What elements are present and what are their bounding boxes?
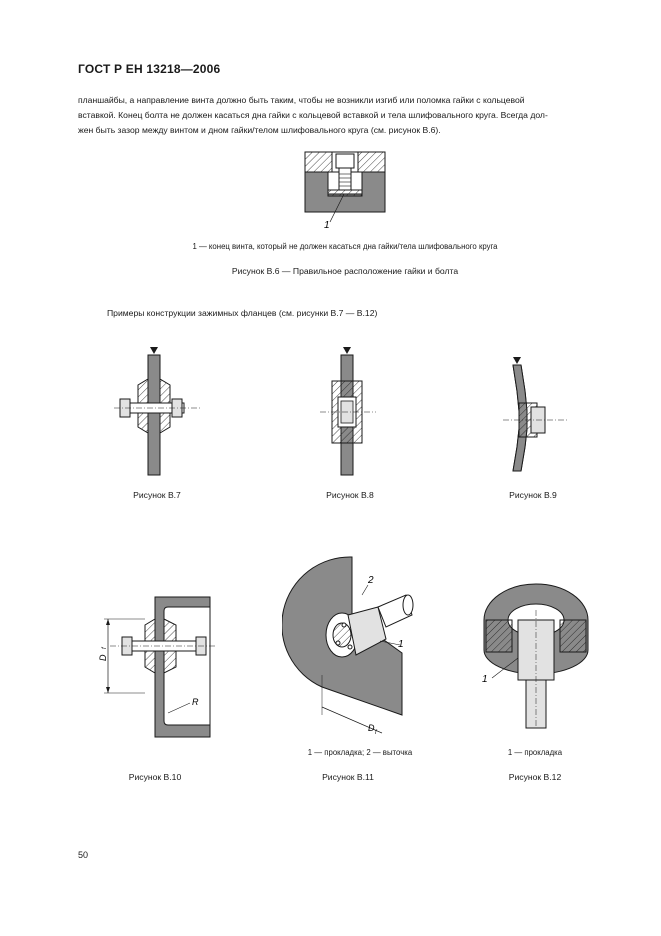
figure-b6-legend: 1 — конец винта, который не должен касаться дна гайки/тела шлифовального круга bbox=[192, 242, 498, 251]
figure-b11-callout-2: 2 bbox=[368, 575, 374, 586]
figure-b10-dim-label: D bbox=[98, 654, 108, 661]
figure-b11-legend: 1 — прокладка; 2 — выточка bbox=[307, 748, 413, 757]
figure-b10-dim-sub: f bbox=[102, 647, 108, 649]
figure-b10-drawing bbox=[90, 595, 220, 740]
paragraph-line: планшайбы, а направление винта должно быть таким, чтобы не возникли изгиб или поломка гайки с кольцевой bbox=[78, 95, 525, 105]
figure-b11-drawing bbox=[282, 555, 422, 740]
figure-b12-callout-1: 1 bbox=[482, 674, 488, 685]
figure-b12-caption: Рисунок В.12 bbox=[508, 772, 562, 782]
figure-b11-dim-label: D bbox=[368, 723, 375, 733]
page-number: 50 bbox=[78, 850, 89, 860]
paragraph-line: вставкой. Конец болта не должен касаться дна гайки с кольцевой вставкой и тела шлифовального круга. Всегда дол- bbox=[78, 110, 548, 120]
figure-b6-callout: 1 bbox=[324, 220, 330, 231]
document-header: ГОСТ Р ЕН 13218—2006 bbox=[78, 62, 221, 76]
figure-b11-callout-1: 1 bbox=[398, 639, 404, 650]
figure-b8-caption: Рисунок В.8 bbox=[326, 490, 374, 500]
figure-b10-caption: Рисунок В.10 bbox=[128, 772, 182, 782]
figure-b7-caption: Рисунок В.7 bbox=[133, 490, 181, 500]
figure-b8-drawing bbox=[310, 345, 390, 480]
figure-b12-legend: 1 — прокладка bbox=[507, 748, 563, 757]
figure-b12-drawing bbox=[478, 580, 593, 730]
figure-b6-drawing bbox=[300, 150, 390, 232]
figure-b7-drawing bbox=[112, 345, 202, 480]
figure-b9-caption: Рисунок В.9 bbox=[509, 490, 557, 500]
figure-b6-caption: Рисунок В.6 — Правильное расположение гайки и болта bbox=[231, 266, 459, 276]
figure-b10-radius-label: R bbox=[192, 697, 199, 707]
figure-b11-caption: Рисунок В.11 bbox=[322, 772, 374, 782]
examples-intro: Примеры конструкции зажимных фланцев (см. рисунки В.7 — В.12) bbox=[107, 308, 378, 318]
paragraph-line: жен быть зазор между винтом и дном гайки/телом шлифовального круга (см. рисунок В.6). bbox=[78, 125, 441, 135]
figure-b9-drawing bbox=[495, 355, 575, 475]
body-paragraph bbox=[78, 93, 614, 138]
figure-b11-dim-sub: f bbox=[375, 730, 377, 736]
